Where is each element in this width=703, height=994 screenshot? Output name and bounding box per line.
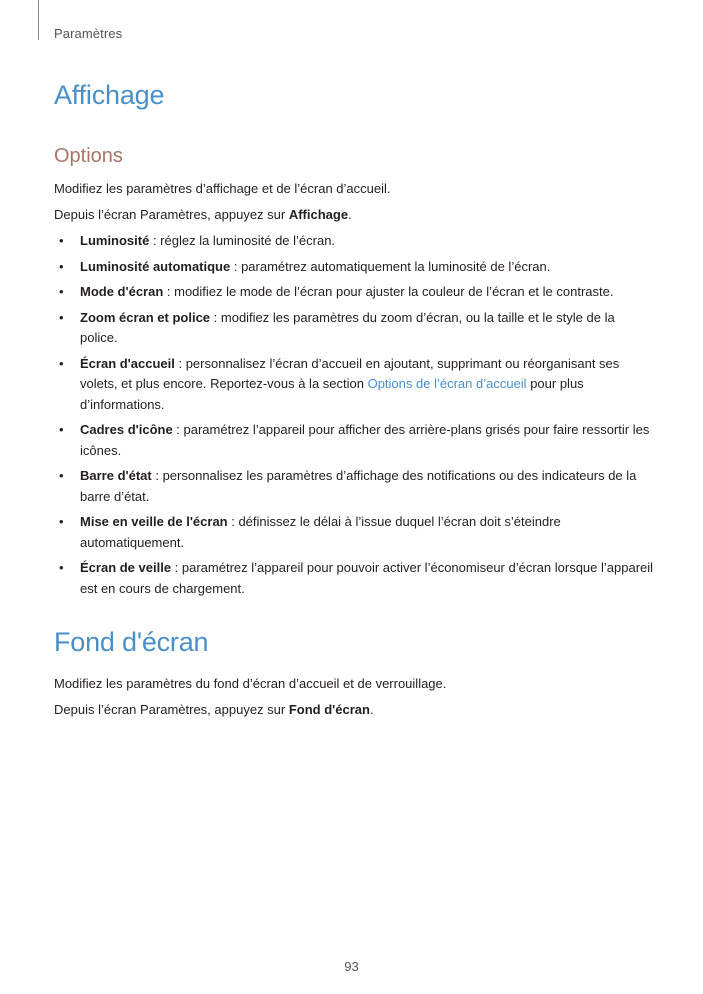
list-item: • Mise en veille de l'écran : définissez le délai à l’issue duquel l’écran doit s’éteindre automatiquement. <box>59 514 561 550</box>
fond-ecran-path-bold: Fond d'écran <box>288 702 370 717</box>
option-term: Mise en veille de l'écran <box>80 514 228 529</box>
option-term: Barre d'état <box>80 468 152 483</box>
fond-ecran-path: Depuis l’écran Paramètres, appuyez sur Fond d'écran. <box>54 702 374 717</box>
list-item: • Cadres d'icône : paramétrez l’appareil pour afficher des arrière-plans grisés pour faire ressortir les icônes. <box>59 422 650 458</box>
list-item: • Mode d'écran : modifiez le mode de l’écran pour ajuster la couleur de l’écran et le contraste. <box>59 284 614 299</box>
fond-ecran-intro: Modifiez les paramètres du fond d’écran d’accueil et de verrouillage. <box>54 676 447 691</box>
list-item: • Barre d'état : personnalisez les paramètres d’affichage des notifications ou des indicateurs de la barre d’état. <box>59 468 637 504</box>
option-term: Zoom écran et police <box>80 309 211 325</box>
section-title-fond-ecran: Fond d'écran <box>54 627 209 657</box>
section-title-affichage: Affichage <box>54 80 165 110</box>
list-item: • Luminosité : réglez la luminosité de l’écran. <box>59 233 336 248</box>
list-item: • Luminosité automatique : paramétrez automatiquement la luminosité de l’écran. <box>59 258 551 274</box>
list-item: • Écran d'accueil : personnalisez l’écran d’accueil en ajoutant, supprimant ou réorganisant ses volets, et plus encore. Reportez-vous à la section Options de l’écran d’accueil pour plus d’informations. <box>59 355 620 412</box>
running-header: Paramètres <box>54 26 123 41</box>
header-divider <box>38 0 39 40</box>
option-term: Luminosité automatique <box>80 258 231 274</box>
affichage-path: Depuis l’écran Paramètres, appuyez sur Affichage. <box>54 207 352 222</box>
list-item: • Écran de veille : paramétrez l’appareil pour pouvoir activer l’économiseur d’écran lorsque l’appareil est en cours de chargement. <box>59 560 654 596</box>
option-term: Écran d'accueil <box>80 355 175 371</box>
option-term: Mode d'écran <box>80 284 164 299</box>
option-term: Luminosité <box>80 233 150 248</box>
option-term: Cadres d'icône <box>80 422 173 437</box>
list-item: • Zoom écran et police : modifiez les paramètres du zoom d’écran, ou la taille et le style de la police. <box>59 309 615 345</box>
home-screen-options-link[interactable]: Options de l’écran d’accueil <box>367 376 527 391</box>
affichage-intro: Modifiez les paramètres d’affichage et de l’écran d’accueil. <box>54 181 391 196</box>
subsection-title-options: Options <box>54 145 123 167</box>
page-number: 93 <box>344 959 359 974</box>
option-term: Écran de veille <box>80 560 172 575</box>
affichage-path-bold: Affichage <box>288 207 349 222</box>
display-options-list <box>54 231 654 604</box>
